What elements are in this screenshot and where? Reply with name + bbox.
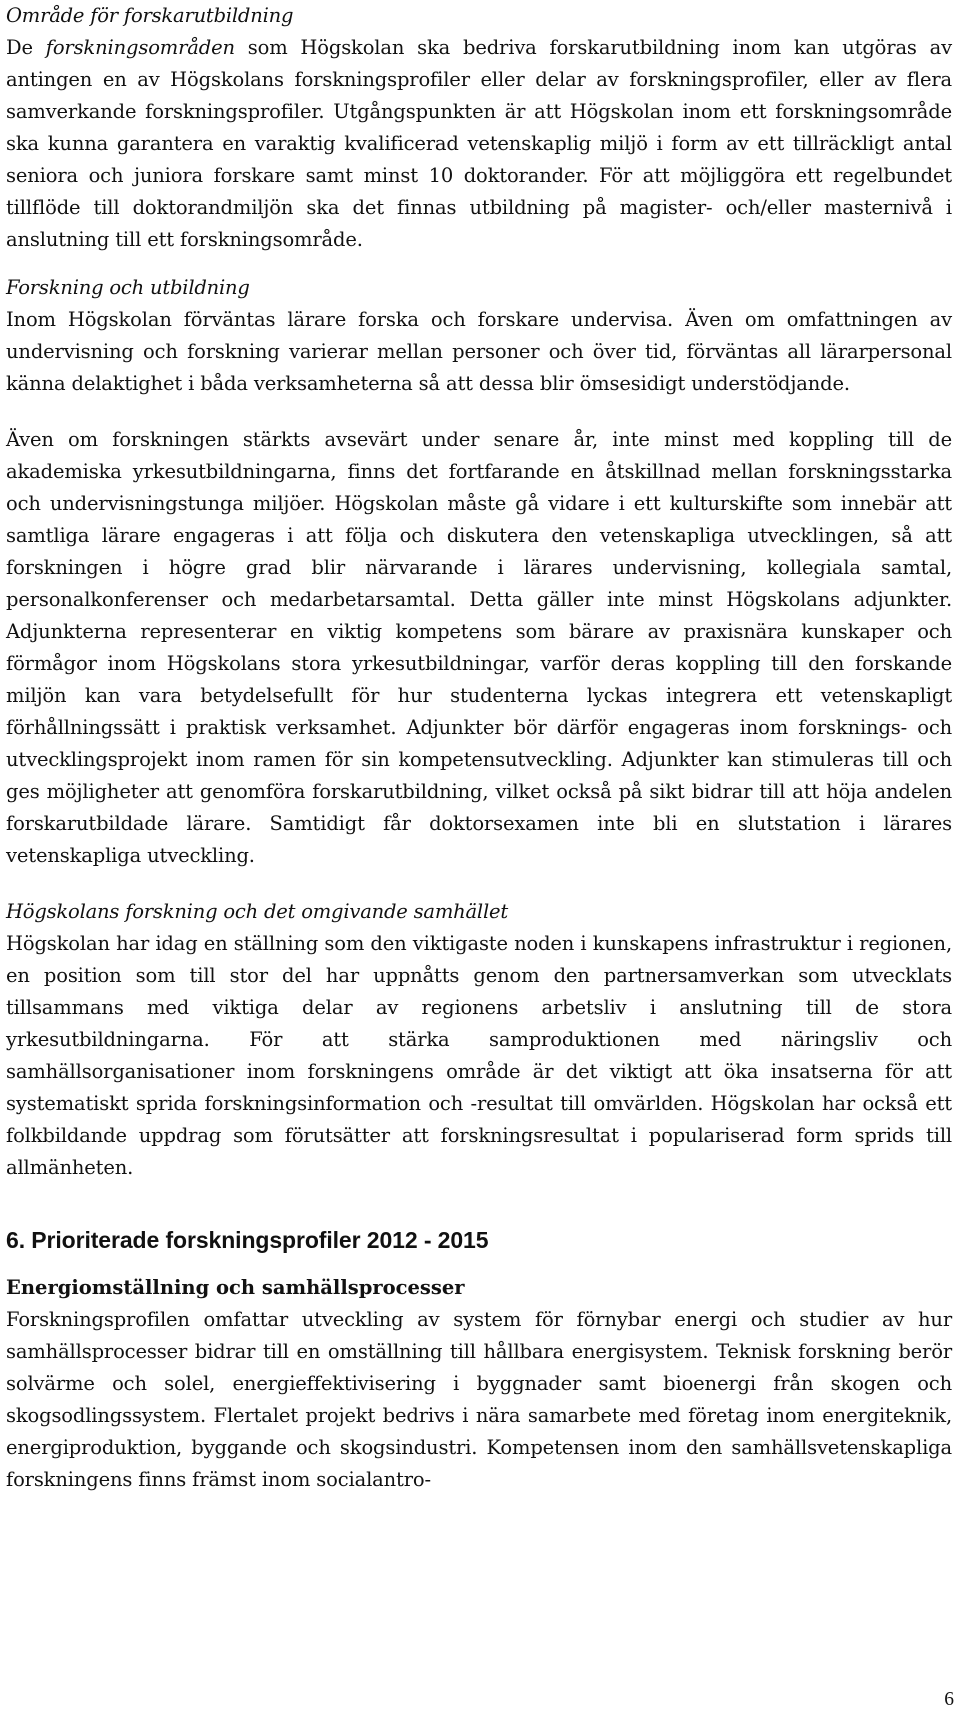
heading-samhallet: Högskolans forskning och det omgivande samhället <box>6 900 508 923</box>
paragraph-samhallet: Högskolan har idag en ställning som den viktigaste noden i kunskapens infrastruktur i regionen, en position som till stor del har uppnåtts genom den partnersamverkan som utvecklats tillsammans med viktiga delar av regionens arbetsliv i anslutning till de stora yrkesutbildningarna. För att stärka samproduktionen med näringsliv och samhällsorganisationer inom forskningens område är det viktigt att öka insatserna för att systematiskt sprida forskningsinformation och -resultat till omvärlden. Högskolan har också ett folkbildande uppdrag som förutsätter att forskningsresultat i populariserad form sprids till allmänheten. <box>6 932 952 1179</box>
paragraph-forskarutbildning <box>6 32 952 256</box>
paragraph-energiomstallning: Forskningsprofilen omfattar utveckling av system för förnybar energi och studier av hur samhällsprocesser bidrar till en omställning till hållbara energisystem. Teknisk forskning berör solvärme och solel, energieffektivisering i byggnader samt bioenergi från skogen och skogsodlingssystem. Flertalet projekt bedrivs i nära samarbete med företag inom energiteknik, energiproduktion, byggande och skogsindustri. Kompetensen inom den samhällsvetenskapliga forskningens finns främst inom socialantro- <box>6 1308 952 1491</box>
paragraph-forskning-utbildning-1: Inom Högskolan förväntas lärare forska och forskare undervisa. Även om omfattningen av undervisning och forskning varierar mellan personer och över tid, förväntas all lärarpersonal känna delaktighet i båda verksamheterna så att dessa blir ömsesidigt understödjande. <box>6 308 952 395</box>
para-lead-italic: forskningsområden <box>45 36 235 59</box>
para-lead-plain: De <box>6 36 46 59</box>
document-page <box>6 0 952 1496</box>
sub-heading-energiomstallning: Energiomställning och samhällsprocesser <box>6 1276 465 1299</box>
heading-forskning-utbildning: Forskning och utbildning <box>6 276 250 299</box>
heading-omrade-forskarutbildning: Område för forskarutbildning <box>6 4 294 27</box>
paragraph-forskning-utbildning-2: Även om forskningen stärkts avsevärt under senare år, inte minst med koppling till de akademiska yrkesutbildningarna, finns det fortfarande en åtskillnad mellan forskningsstarka och undervisningstunga miljöer. Högskolan måste gå vidare i ett kulturskifte som innebär att samtliga lärare engageras i att följa och diskutera den vetenskapliga utvecklingen, så att forskningen i högre grad blir närvarande i lärares undervisning, kollegiala samtal, personalkonferenser och medarbetarsamtal. Detta gäller inte minst Högskolans adjunkter. Adjunkterna representerar en viktig kompetens som bärare av praxisnära kunskaper och förmågor inom Högskolans stora yrkesutbildningar, varför deras koppling till den forskande miljön kan vara betydelsefullt för hur studenterna lyckas integrera ett vetenskapligt förhållningssätt i praktisk verksamhet. Adjunkter bör därför engageras inom forsknings- och utvecklingsprojekt inom ramen för sin kompetensutveckling. Adjunkter kan stimuleras till och ges möjligheter att genomföra forskarutbildning, vilket också på sikt bidrar till att höja andelen forskarutbildade lärare. Samtidigt får doktorsexamen inte bli en slutstation i lärares vetenskapliga utveckling. <box>6 428 952 867</box>
para-rest: som Högskolan ska bedriva forskarutbildning inom kan utgöras av antingen en av Högskolans forskningsprofiler eller delar av forskningsprofiler, eller av flera samverkande forskningsprofiler. Utgångspunkten är att Högskolan inom ett forskningsområde ska kunna garantera en varaktig kvalificerad vetenskaplig miljö i form av ett tillräckligt antal seniora och juniora forskare samt minst 10 doktorander. För att möjliggöra ett regelbundet tillflöde till doktorandmiljön ska det finnas utbildning på magister- och/eller masternivå i anslutning till ett forskningsområde. <box>6 36 952 251</box>
section-heading-prioriterade: 6. Prioriterade forskningsprofiler 2012 - 2015 <box>6 1227 489 1253</box>
page-number: 6 <box>944 1689 954 1710</box>
